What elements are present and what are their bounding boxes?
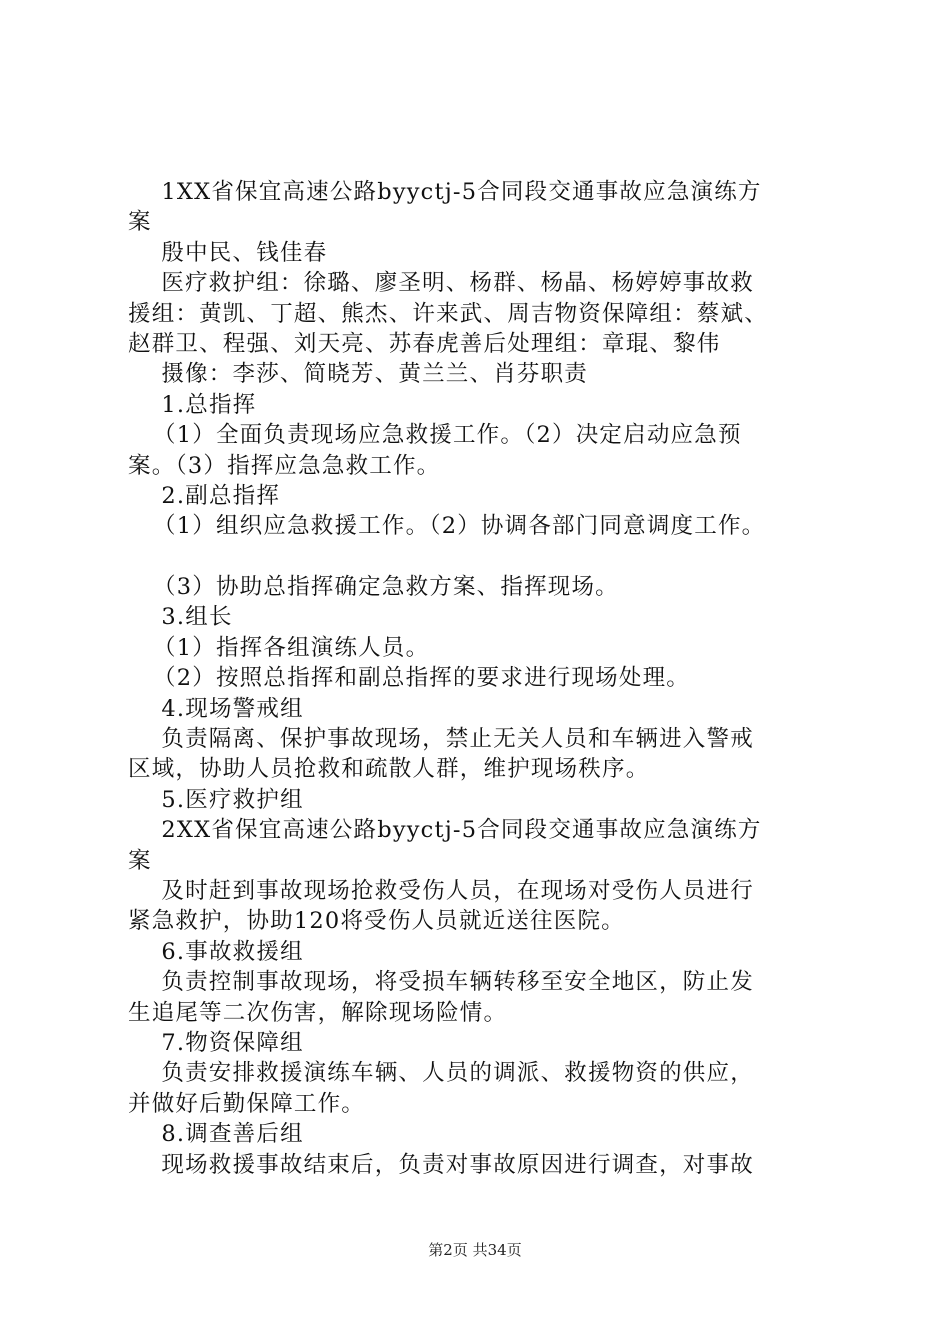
text-line: 2XX省保宜高速公路byyctj-5合同段交通事故应急演练方: [128, 817, 762, 844]
text-line: 医疗救护组：徐璐、廖圣明、杨群、杨晶、杨婷婷事故救: [128, 270, 754, 297]
text-line: 区域，协助人员抢救和疏散人群，维护现场秩序。: [128, 756, 650, 783]
text-line: 殷中民、钱佳春: [128, 239, 328, 266]
text-line: 负责控制事故现场，将受损车辆转移至安全地区，防止发: [128, 969, 754, 996]
text-line: 现场救援事故结束后，负责对事故原因进行调查，对事故: [128, 1151, 754, 1178]
text-line: 赵群卫、程强、刘天亮、苏春虎善后处理组：章琨、黎伟: [128, 330, 721, 357]
text-line: （1）全面负责现场应急救援工作。（2）决定启动应急预: [128, 422, 742, 449]
text-line: 案。（3）指挥应急急救工作。: [128, 452, 441, 479]
text-line: 8.调查善后组: [128, 1121, 304, 1148]
text-line: 及时赶到事故现场抢救受伤人员，在现场对受伤人员进行: [128, 877, 754, 904]
text-line: 3.组长: [128, 604, 233, 631]
text-line: 并做好后勤保障工作。: [128, 1090, 366, 1117]
text-line: 援组：黄凯、丁超、熊杰、许来武、周吉物资保障组：蔡斌、: [128, 300, 768, 327]
page-number-footer: 第2页 共34页: [428, 1241, 522, 1259]
text-line: 1.总指挥: [128, 391, 257, 418]
text-line: 生追尾等二次伤害，解除现场险情。: [128, 999, 508, 1026]
text-line: （1）组织应急救援工作。（2）协调各部门同意调度工作。: [128, 513, 766, 540]
text-line: （1）指挥各组演练人员。: [128, 634, 430, 661]
text-line: 6.事故救援组: [128, 938, 304, 965]
text-line: [128, 542, 840, 572]
text-line: 摄像：李莎、简晓芳、黄兰兰、肖芬职责: [128, 361, 589, 388]
text-line: 4.现场警戒组: [128, 695, 304, 722]
document-body: [128, 177, 840, 1180]
text-line: 案: [128, 847, 152, 874]
text-line: 5.医疗救护组: [128, 786, 304, 813]
text-line: 1XX省保宜高速公路byyctj-5合同段交通事故应急演练方: [128, 179, 762, 205]
text-line: （2）按照总指挥和副总指挥的要求进行现场处理。: [128, 665, 690, 692]
text-line: 7.物资保障组: [128, 1029, 304, 1056]
text-line: 2.副总指挥: [128, 482, 281, 509]
text-line: 紧急救护，协助120将受伤人员就近送往医院。: [128, 908, 625, 935]
text-line: 负责隔离、保护事故现场，禁止无关人员和车辆进入警戒: [128, 726, 754, 753]
text-line: 负责安排救援演练车辆、人员的调派、救援物资的供应，: [128, 1060, 754, 1087]
text-line: 案: [128, 209, 152, 236]
text-line: （3）协助总指挥确定急救方案、指挥现场。: [128, 574, 619, 601]
